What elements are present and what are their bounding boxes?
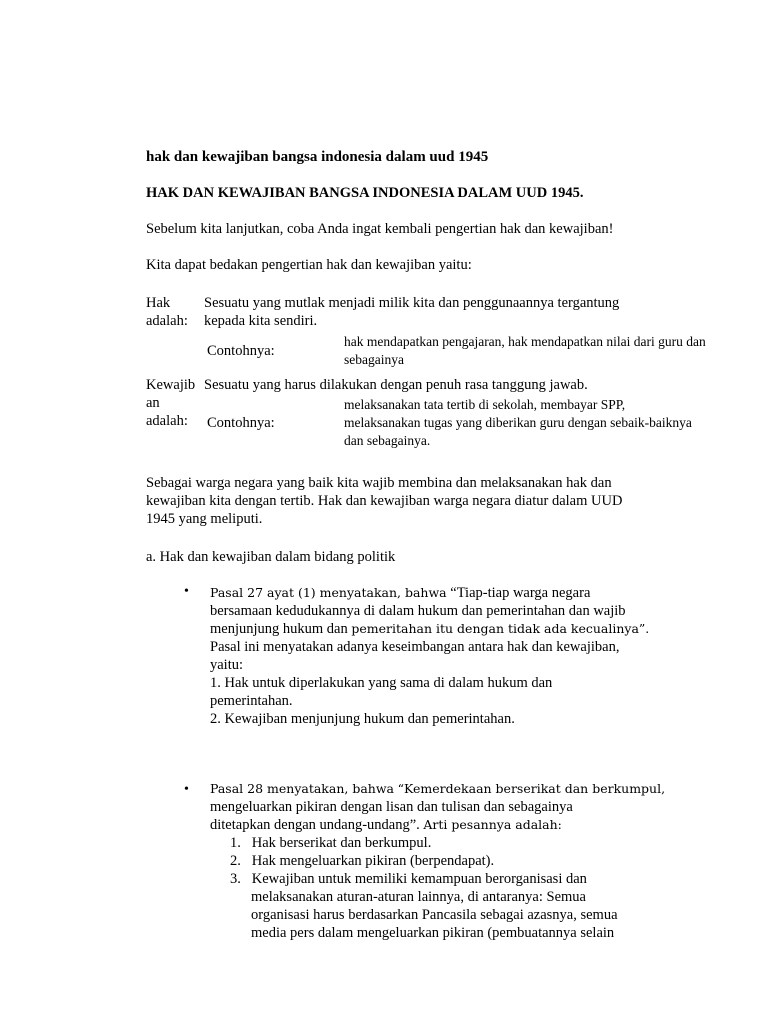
intro-paragraph: Sebelum kita lanjutkan, coba Anda ingat kembali pengertian hak dan kewajiban! [146, 221, 614, 237]
intro-paragraph-2: Kita dapat bedakan pengertian hak dan kewajiban yaitu: [146, 257, 472, 273]
list-item: 3. Kewajiban untuk memiliki kemampuan berorganisasi dan [230, 871, 587, 887]
kewajiban-example-label: Contohnya: [207, 415, 275, 431]
kewajiban-example: melaksanakan tata tertib di sekolah, membayar SPP, melaksanakan tugas yang diberikan guru dengan sebaik-baiknya dan sebagainya. [344, 397, 692, 448]
hak-label: Hak adalah: [146, 295, 188, 329]
list-item: 1. Hak berserikat dan berkumpul. [230, 835, 432, 851]
hak-definition: Sesuatu yang mutlak menjadi milik kita dan penggunaannya tergantung kepada kita sendiri. [204, 295, 620, 329]
pasal-27-block: Pasal 27 ayat (1) menyatakan, bahwa “Tiap-tiap warga negara bersamaan kedudukannya di dalam hukum dan pemerintahan dan wajib menjunjung hukum dan pemeritahan itu dengan tidak ada kecualinya”. Pasal ini menyatakan adanya keseimbangan antara hak dan kewajiban, yaitu: 1. Hak untuk diperlakukan yang sama di dalam hukum dan pemerintahan. 2. Kewajiban menjunjung hukum dan pemerintahan. [210, 585, 650, 727]
document-title: hak dan kewajiban bangsa indonesia dalam uud 1945 [146, 149, 489, 165]
section-a-heading: a. Hak dan kewajiban dalam bidang politik [146, 549, 396, 565]
list-item: 2. Hak mengeluarkan pikiran (berpendapat). [230, 853, 495, 869]
body-paragraph: Sebagai warga negara yang baik kita wajib membina dan melaksanakan hak dan kewajiban kita dengan tertib. Hak dan kewajiban warga negara diatur dalam UUD 1945 yang meliputi. [146, 475, 623, 527]
kewajiban-label: Kewajib an adalah: [146, 377, 196, 429]
pasal-28-block: Pasal 28 menyatakan, bahwa “Kemerdekaan berserikat dan berkumpul, mengeluarkan pikiran dengan lisan dan tulisan dan sebagainya ditetapkan dengan undang-undang”. Arti pesannya adalah: [210, 781, 666, 833]
bullet-icon: • [184, 584, 189, 599]
hak-example-label: Contohnya: [207, 343, 275, 359]
pasal-28-list [230, 834, 587, 888]
bullet-icon: • [184, 782, 189, 797]
hak-example: hak mendapatkan pengajaran, hak mendapatkan nilai dari guru dan sebagainya [344, 334, 706, 367]
document-heading: HAK DAN KEWAJIBAN BANGSA INDONESIA DALAM UUD 1945. [146, 185, 584, 201]
list-item-3-continuation: melaksanakan aturan-aturan lainnya, di antaranya: Semua organisasi harus berdasarkan Pancasila sebagai azasnya, semua media pers dalam mengeluarkan pikiran (pembuatannya selain [251, 889, 618, 941]
kewajiban-definition: Sesuatu yang harus dilakukan dengan penuh rasa tanggung jawab. [204, 377, 588, 393]
